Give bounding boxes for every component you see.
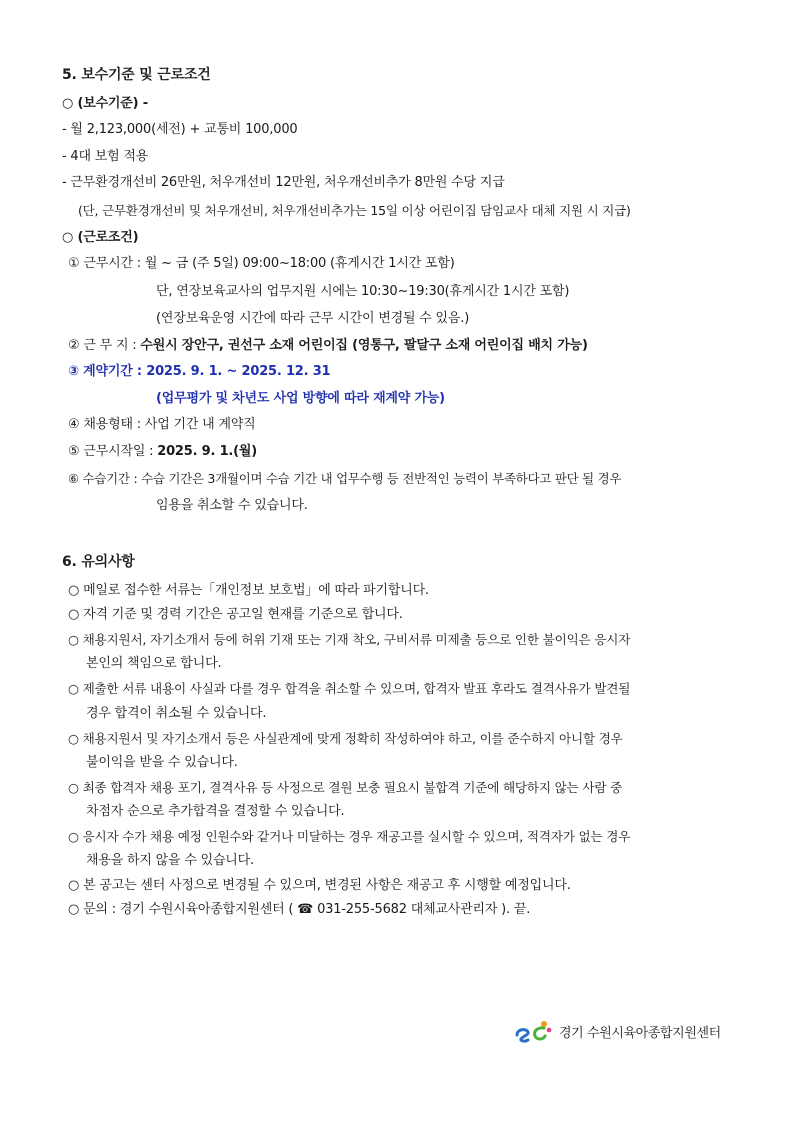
section-6-title: 6. 유의사항	[62, 554, 135, 570]
employment-type	[68, 416, 256, 434]
probation-label: ⑥ 수습기간 :	[68, 471, 142, 486]
notice-item: ○ 응시자 수가 채용 예정 인원수와 같거나 미달하는 경우 재공고를 실시할 수 있으며, 적격자가 없는 경우	[68, 829, 631, 844]
work-hours-note: (연장보육운영 시간에 따라 근무 시간이 변경될 수 있음.)	[156, 311, 470, 326]
pay-item: - 월 2,123,000(세전) + 교통비 100,000	[62, 122, 298, 137]
center-logo-icon	[514, 1018, 554, 1044]
notice-item: ○ 본 공고는 센터 사정으로 변경될 수 있으며, 변경된 사항은 재공고 후 시행할 예정입니다.	[68, 878, 571, 893]
work-hours-note: 단, 연장보육교사의 업무지원 시에는 10:30~19:30(휴게시간 1시간 포함)	[156, 284, 570, 299]
notice-item: ○ 메일로 접수한 서류는「개인정보 보호법」에 따라 파기합니다.	[68, 583, 429, 598]
contract-period-label: ③ 계약기간 :	[68, 364, 147, 379]
employment-type-label: ④ 채용형태 :	[68, 417, 145, 432]
center-logo	[514, 1018, 721, 1044]
work-place-label: ② 근 무 지 :	[68, 338, 141, 353]
start-date-label: ⑤ 근무시작일 :	[68, 444, 158, 459]
contract-period-note: (업무평가 및 차년도 사업 방향에 따라 재계약 가능)	[156, 391, 445, 406]
notice-item-cont: 차점자 순으로 추가합격을 결정할 수 있습니다.	[86, 804, 345, 819]
section-5-title: 5. 보수기준 및 근로조건	[62, 67, 211, 83]
notice-item: ○ 자격 기준 및 경력 기간은 공고일 현재를 기준으로 합니다.	[68, 607, 403, 622]
work-hours-value: 월 ~ 금 (주 5일) 09:00~18:00 (휴게시간 1시간 포함)	[144, 256, 455, 271]
notice-item: ○ 제출한 서류 내용이 사실과 다를 경우 합격을 취소할 수 있으며, 합격자 발표 후라도 결격사유가 발견될	[68, 681, 631, 696]
pay-item-note: (단, 근무환경개선비 및 처우개선비, 처우개선비추가는 15일 이상 어린이집 담임교사 대체 지원 시 지급)	[78, 203, 631, 218]
start-date	[68, 443, 257, 461]
employment-type-value: 사업 기간 내 계약직	[144, 417, 256, 432]
probation-value: 수습 기간은 3개월이며 수습 기간 내 업무수행 등 전반적인 능력이 부족하다고 판단 될 경우	[141, 471, 622, 486]
notice-item: ○ 최종 합격자 채용 포기, 결격사유 등 사정으로 결원 보충 필요시 불합격 기준에 해당하지 않는 사람 중	[68, 780, 623, 795]
probation	[68, 470, 621, 488]
notice-item-contact: ○ 문의 : 경기 수원시육아종합지원센터 ( ☎ 031-255-5682 대체교사관리자 ). 끝.	[68, 902, 531, 917]
work-heading: ○ (근로조건)	[62, 230, 139, 245]
notice-item-cont: 불이익을 받을 수 있습니다.	[86, 755, 238, 770]
notice-item: ○ 채용지원서 및 자기소개서 등은 사실관계에 맞게 정확히 작성하여야 하고, 이를 준수하지 아니할 경우	[68, 731, 623, 746]
start-date-value: 2025. 9. 1.(월)	[157, 444, 258, 459]
work-hours-label: ① 근무시간 :	[68, 256, 145, 271]
org-name: 경기 수원시육아종합지원센터	[559, 1025, 721, 1041]
notice-item-cont: 경우 합격이 취소될 수 있습니다.	[86, 706, 267, 721]
pay-item: - 4대 보험 적용	[62, 149, 149, 164]
work-hours	[68, 255, 455, 273]
contract-period	[68, 363, 330, 381]
work-place	[68, 337, 588, 355]
contract-period-value: 2025. 9. 1. ~ 2025. 12. 31	[146, 364, 331, 379]
notice-item-cont: 본인의 책임으로 합니다.	[86, 656, 222, 671]
notice-item: ○ 채용지원서, 자기소개서 등에 허위 기재 또는 기재 착오, 구비서류 미제출 등으로 인한 불이익은 응시자	[68, 632, 631, 647]
probation-cont: 임용을 취소할 수 있습니다.	[156, 498, 308, 513]
work-place-value: 수원시 장안구, 권선구 소재 어린이집 (영통구, 팔달구 소재 어린이집 배치 가능)	[140, 338, 588, 353]
pay-heading: ○ (보수기준) -	[62, 96, 148, 111]
pay-item: - 근무환경개선비 26만원, 처우개선비 12만원, 처우개선비추가 8만원 수당 지급	[62, 175, 505, 190]
notice-item-cont: 채용을 하지 않을 수 있습니다.	[86, 853, 254, 868]
